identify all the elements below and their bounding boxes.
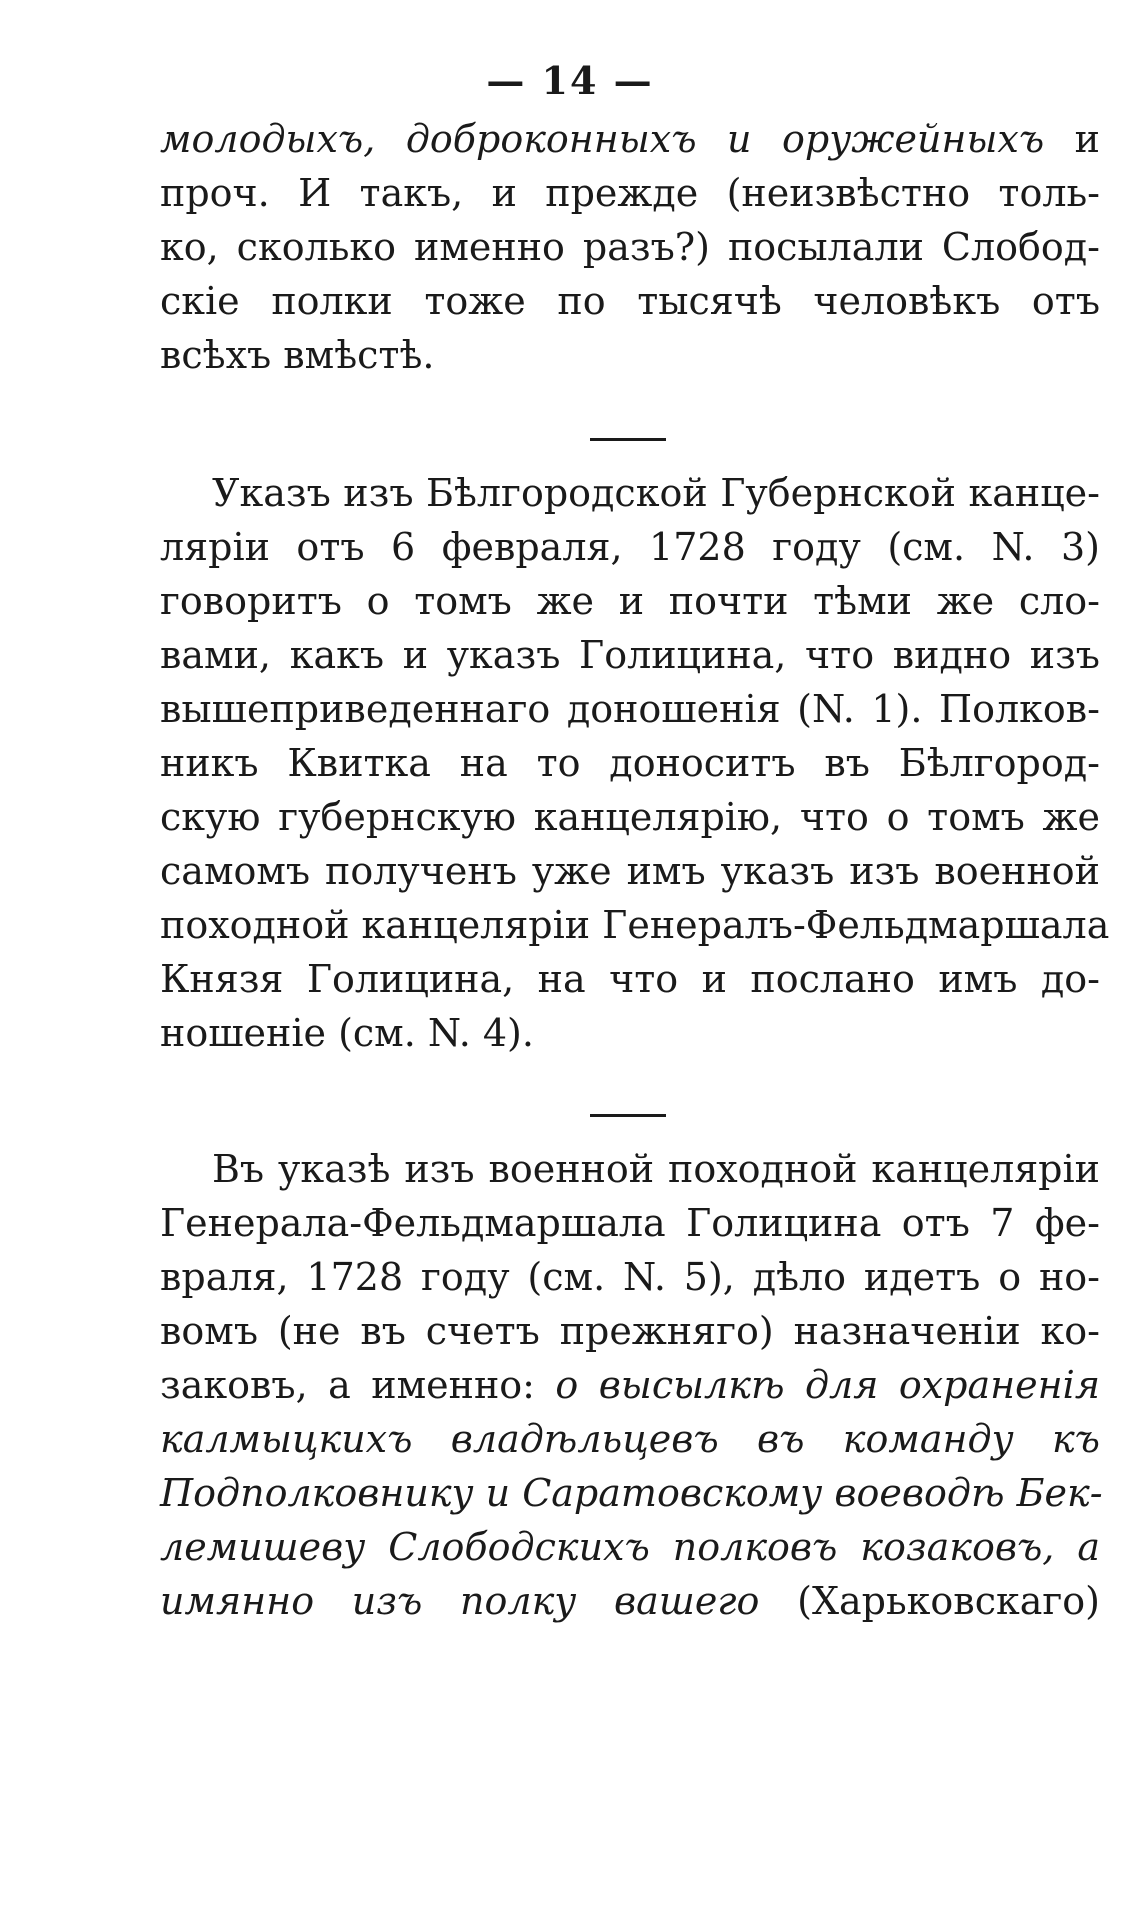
text-line: скую губернскую канцелярію, что о томъ же xyxy=(160,795,1100,839)
text-run: (Харьковскаго) xyxy=(797,1579,1100,1623)
text-line: вомъ (не въ счетъ прежняго) назначеніи ко- xyxy=(160,1309,1100,1353)
text-line: Указъ изъ Бѣлгородской Губернской канце- xyxy=(212,471,1100,515)
text-run: и xyxy=(1074,117,1100,161)
text-line: вами, какъ и указъ Голицина, что видно изъ xyxy=(160,633,1100,677)
text-line: проч. И такъ, и прежде (неизвѣстно толь- xyxy=(160,171,1100,215)
text-line: Генерала-Фельдмаршала Голицина отъ 7 фе- xyxy=(160,1201,1100,1245)
text-run: заковъ, а именно: xyxy=(160,1363,535,1407)
text-line: походной канцеляріи Генералъ-Фельдмаршала xyxy=(160,903,1110,947)
text-line: ко, сколько именно разъ?) посылали Слобод- xyxy=(160,225,1100,269)
text-line: вышеприведеннаго доношенія (N. 1). Полков- xyxy=(160,687,1100,731)
text-line: калмыцкихъ владѣльцевъ въ команду къ xyxy=(160,1417,1100,1461)
italic-phrase: о высылкѣ для охраненія xyxy=(555,1363,1100,1407)
text-line: говоритъ о томъ же и почти тѣми же сло- xyxy=(160,579,1100,623)
text-line: враля, 1728 году (см. N. 5), дѣло идетъ о но- xyxy=(160,1255,1100,1299)
italic-phrase: молодыхъ, доброконныхъ и оружейныхъ xyxy=(160,117,1045,161)
text-line: никъ Квитка на то доноситъ въ Бѣлгород- xyxy=(160,741,1100,785)
section-separator xyxy=(590,1114,666,1117)
text-line: ношеніе (см. N. 4). xyxy=(160,1011,534,1055)
text-line: Въ указѣ изъ военной походной канцеляріи xyxy=(212,1147,1100,1191)
text-line: лемишеву Слободскихъ полковъ козаковъ, а xyxy=(160,1525,1100,1569)
text-line xyxy=(160,1358,1100,1412)
text-line: ляріи отъ 6 февраля, 1728 году (см. N. 3) xyxy=(160,525,1100,569)
page-number: — 14 — xyxy=(486,58,654,103)
italic-phrase: имянно изъ полку вашего xyxy=(160,1579,760,1623)
text-line: самомъ полученъ уже имъ указъ изъ военной xyxy=(160,849,1100,893)
text-line xyxy=(160,1574,1100,1628)
section-separator xyxy=(590,438,666,441)
text-line xyxy=(160,112,1100,166)
text-line: скіе полки тоже по тысячѣ человѣкъ отъ xyxy=(160,279,1100,323)
text-line: Князя Голицина, на что и послано имъ до- xyxy=(160,957,1100,1001)
text-line: всѣхъ вмѣстѣ. xyxy=(160,333,435,377)
text-line: Подполковнику и Саратовскому воеводѣ Бек- xyxy=(160,1471,1103,1515)
